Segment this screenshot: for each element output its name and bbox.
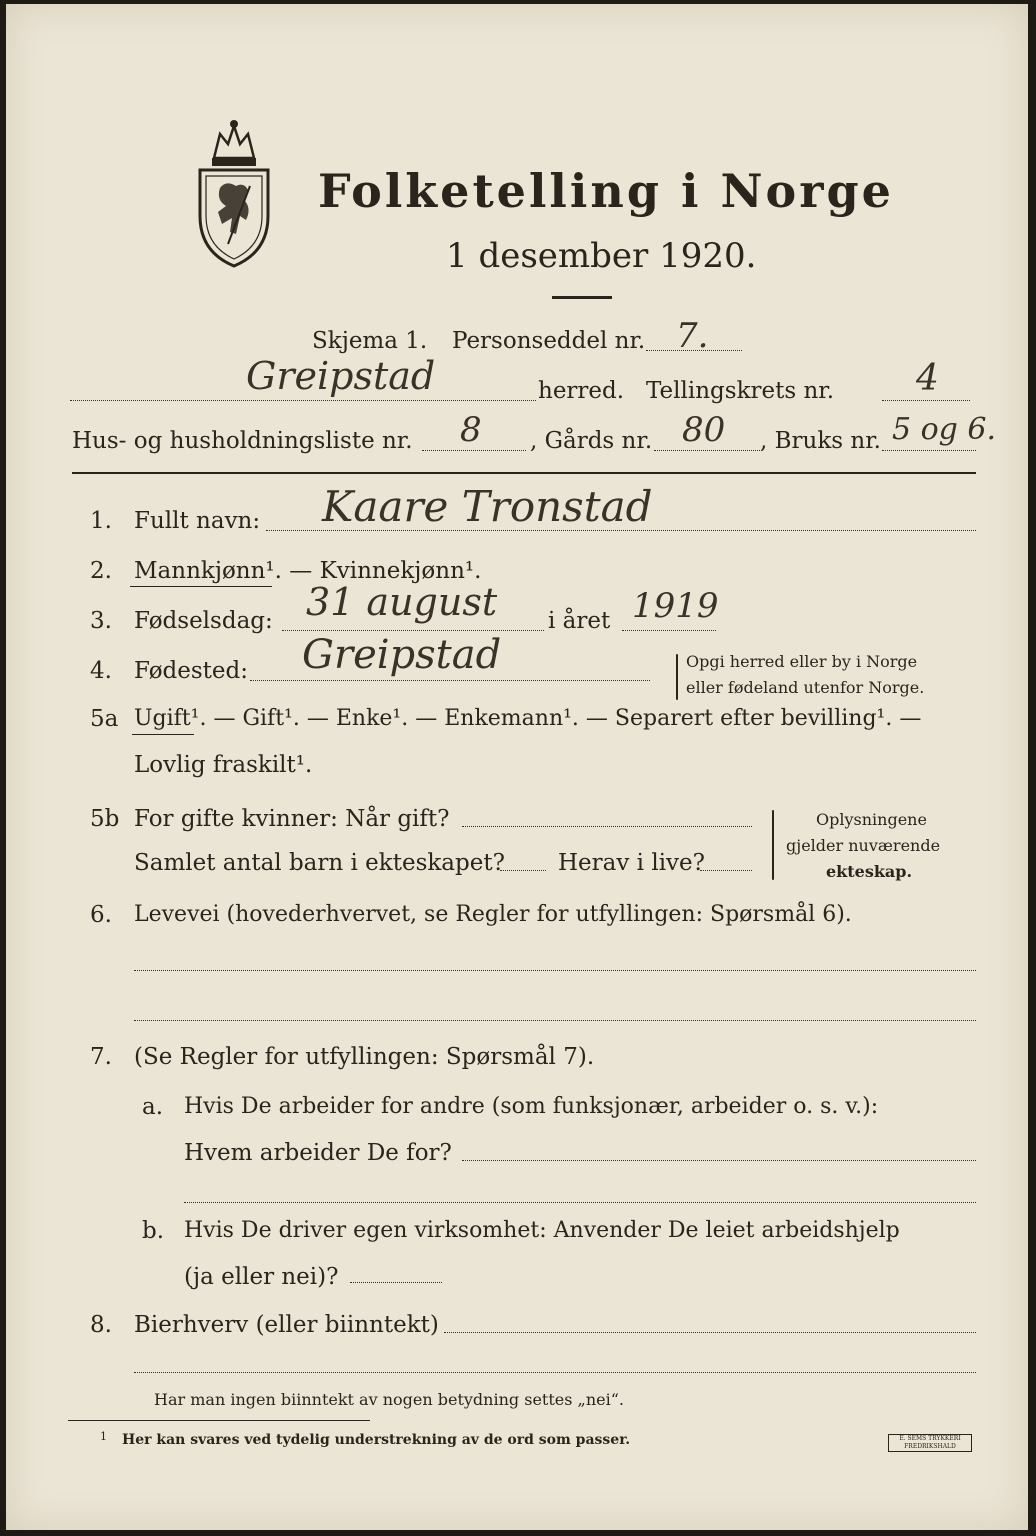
q7-number: 7. — [90, 1044, 112, 1070]
q5a-marital-options: Ugift¹. — Gift¹. — Enke¹. — Enkemann¹. — Separert efter bevilling¹. — — [134, 706, 922, 731]
q3-birthday: 31 august — [306, 580, 498, 624]
q8-number: 8. — [90, 1312, 112, 1338]
footnote-divider — [68, 1420, 370, 1421]
q8-label: Bierhverv (eller biinntekt) — [134, 1312, 439, 1338]
gards-value: 80 — [682, 410, 726, 450]
q5b-children-label: Samlet antal barn i ekteskapet? — [134, 850, 505, 876]
q5b-number: 5b — [90, 806, 120, 832]
q5b-note-line2: gjelder nuværende — [786, 836, 941, 855]
q5a-underline-ugift — [132, 734, 194, 735]
q5b-married-line — [462, 826, 752, 827]
q4-line — [250, 680, 650, 681]
hus-value: 8 — [460, 410, 482, 450]
bruks-label: , Bruks nr. — [760, 428, 881, 454]
q7b-number: b. — [142, 1218, 165, 1244]
q5a-number: 5a — [90, 706, 119, 732]
q8-extra-line — [134, 1372, 976, 1373]
q3-year-line — [622, 630, 716, 631]
footnote-marker: 1 — [100, 1430, 107, 1443]
footnote-text: Her kan svares ved tydelig understrekning av de ord som passer. — [122, 1432, 631, 1448]
q3-label: Fødselsdag: — [134, 608, 273, 634]
q4-number: 4. — [90, 658, 112, 684]
q2-gender-options: Mannkjønn¹. — Kvinnekjønn¹. — [134, 558, 482, 584]
q7a-employer-label: Hvem arbeider De for? — [184, 1140, 452, 1166]
q6-label: Levevei (hovederhvervet, se Regler for utfyllingen: Spørsmål 6). — [134, 902, 852, 927]
q4-note-line1: Opgi herred eller by i Norge — [686, 652, 918, 671]
coat-of-arms-icon — [192, 116, 276, 268]
q7b-yes-no-line — [350, 1282, 442, 1283]
gards-label: , Gårds nr. — [530, 428, 653, 454]
q7a-number: a. — [142, 1094, 164, 1120]
q4-brace — [676, 654, 678, 700]
bruks-line — [882, 450, 976, 451]
q7b-label: Hvis De driver egen virksomhet: Anvender De leiet arbeidshjelp — [184, 1218, 900, 1243]
census-date: 1 desember 1920. — [446, 236, 757, 276]
q5b-children-line — [500, 870, 546, 871]
q6-number: 6. — [90, 902, 112, 928]
q1-full-name: Kaare Tronstad — [322, 482, 653, 531]
herred-label: herred. — [538, 378, 625, 404]
q4-label: Fødested: — [134, 658, 249, 684]
q5b-note-line1: Oplysningene — [816, 810, 927, 829]
q7-label: (Se Regler for utfyllingen: Spørsmål 7). — [134, 1044, 595, 1070]
header-rule — [72, 472, 976, 474]
gards-line — [654, 450, 760, 451]
q7a-label: Hvis De arbeider for andre (som funksjonær, arbeider o. s. v.): — [184, 1094, 879, 1119]
personseddel-value: 7. — [676, 316, 709, 356]
q6-line-1 — [134, 970, 976, 971]
tellingskrets-label: Tellingskrets nr. — [646, 378, 835, 404]
tellingskrets-line — [882, 400, 970, 401]
printer-stamp: E. SEMS TRYKKERI FREDRIKSHALD — [888, 1434, 972, 1452]
q4-birthplace: Greipstad — [302, 632, 502, 678]
q7a-extra-line — [184, 1202, 976, 1203]
census-form-sheet — [6, 4, 1028, 1530]
personseddel-label: Personseddel nr. — [452, 328, 646, 354]
q3-line — [282, 630, 544, 631]
skjema-label: Skjema 1. — [312, 328, 428, 354]
q1-label: Fullt navn: — [134, 508, 261, 534]
form-title: Folketelling i Norge — [318, 164, 894, 218]
q3-number: 3. — [90, 608, 112, 634]
q5a-lovlig-fraskilt: Lovlig fraskilt¹. — [134, 752, 313, 778]
q2-underline-mannkjonn — [130, 586, 272, 587]
herred-line — [70, 400, 536, 401]
herred-value: Greipstad — [246, 354, 436, 398]
hus-line — [422, 450, 526, 451]
q1-number: 1. — [90, 508, 112, 534]
hus-label: Hus- og husholdningsliste nr. — [72, 428, 413, 454]
bruks-value: 5 og 6. — [892, 412, 997, 447]
q3-birth-year: 1919 — [632, 586, 719, 626]
q5b-alive-line — [700, 870, 752, 871]
q3-year-label: i året — [548, 608, 611, 634]
q4-note-line2: eller fødeland utenfor Norge. — [686, 678, 925, 697]
q8-line — [444, 1332, 976, 1333]
title-divider — [552, 296, 612, 299]
q2-number: 2. — [90, 558, 112, 584]
q5b-alive-label: Herav i live? — [558, 850, 705, 876]
tellingskrets-value: 4 — [916, 358, 939, 399]
q7a-employer-line — [462, 1160, 976, 1161]
q6-line-2 — [134, 1020, 976, 1021]
q5b-label: For gifte kvinner: Når gift? — [134, 806, 450, 832]
q7b-yes-no-label: (ja eller nei)? — [184, 1264, 339, 1290]
footer-note: Har man ingen biinntekt av nogen betydning settes „nei“. — [154, 1390, 624, 1409]
q5b-brace — [772, 810, 774, 880]
q5b-note-line3: ekteskap. — [826, 862, 913, 881]
